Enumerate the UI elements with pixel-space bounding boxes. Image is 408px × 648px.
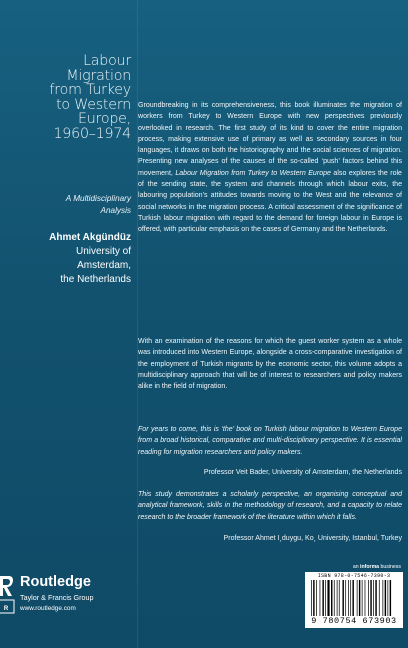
barcode-bar <box>311 580 312 616</box>
affiliation-line: Amsterdam, <box>77 260 131 271</box>
book-subtitle <box>3 193 131 217</box>
barcode-bar <box>345 580 346 616</box>
affiliation-line: the Netherlands <box>60 274 131 285</box>
barcode-bar <box>331 580 332 616</box>
publisher-website: www.routledge.com <box>20 605 76 612</box>
barcode-bar <box>325 580 326 616</box>
publisher-logo <box>0 570 127 630</box>
title-line: Migration <box>66 67 131 84</box>
isbn-label: ISBN 978-0-7546-7390-3 <box>317 573 391 579</box>
informa-brand: informa <box>360 564 380 570</box>
subtitle-line: Analysis <box>100 206 131 215</box>
barcode-bar <box>383 580 384 616</box>
affiliation-line: University of <box>75 246 131 257</box>
description-paragraph-2: With an examination of the reasons for which the guest worker system as a whole was introduced into Western Europe, alongside a cross-comparative investigation of the employment of Turkish migrants by the economic sector, this volume adopts a multidisciplinary approach that will be of interest to researchers and policy makers alike in the field of migration. <box>138 338 402 391</box>
isbn-barcode <box>305 572 403 628</box>
title-line: 1960–1974 <box>53 125 131 142</box>
author-affiliation <box>3 245 131 287</box>
review-attribution-1: Professor Veit Bader, University of Amsterdam, the Netherlands <box>203 469 402 476</box>
informa-prefix: an <box>352 564 361 570</box>
barcode-bar <box>352 580 353 616</box>
barcode-bar <box>390 580 391 616</box>
barcode-bar <box>368 580 369 616</box>
book-title <box>3 54 131 142</box>
title-line: to Western <box>56 96 131 113</box>
barcode-bar <box>327 580 329 616</box>
paragraph-text: Groundbreaking in its comprehensiveness, this book illuminates the migration of workers from Turkey to Western Europe with new perspectives previously overlooked in research. The first study of its kind to cover the entire migration process, making extensive use of primary as well as secondary sources in four languages, it draws on both the historiography and the social sciences of migration. Presenting new analyses of the causes of the so-called ‘push’ factors behind this movement, <box>138 102 402 177</box>
barcode-bar <box>339 580 340 616</box>
title-line: Europe, <box>77 111 131 128</box>
subtitle-line: A Multidisciplinary <box>65 194 131 203</box>
barcode-bar <box>388 580 389 616</box>
barcode-bar <box>350 580 351 616</box>
isbn-digits: 9 780754 673903 <box>311 616 397 626</box>
publisher-group: Taylor & Francis Group <box>20 593 94 602</box>
paragraph-text: also explores the role of the sending state, the system and channels through which labour exits, the labouring population’s attitudes towards moving to the West and the relevance of social networks in the migration process. A critical assessment of the significance of Turkish labour migration with regard to the demand for foreign labour in Europe is offered, with particular emphasis on the cases of Germany and the Netherlands. <box>138 169 402 234</box>
barcode-bar <box>313 580 314 616</box>
barcode-bar <box>357 580 358 616</box>
review-quote-1: For years to come, this is ‘the’ book on Turkish labour migration to Western Europe from a broad historical, comparative and multi-disciplinary perspective. It is essential reading for migration researchers and policy makers. <box>138 426 402 456</box>
publisher-name: Routledge <box>20 574 91 590</box>
author-name: Ahmet Akgündüz <box>49 232 131 243</box>
description-panel <box>137 0 408 648</box>
review-attribution-2: Professor Ahmet I¸duygu, Ko¸ University, Istanbul, Turkey <box>223 535 402 542</box>
barcode-bar <box>348 580 349 616</box>
barcode-bar <box>373 580 374 616</box>
barcode-bar <box>359 580 360 616</box>
paragraph-italic-title: Labour Migration from Turkey to Western Europe <box>175 169 331 177</box>
barcode-bar <box>337 580 338 616</box>
description-paragraph-1 <box>138 100 402 236</box>
barcode-bar <box>362 580 363 616</box>
barcode-bar <box>320 580 321 616</box>
barcode-bar <box>334 580 335 616</box>
barcode-bar <box>322 580 323 616</box>
title-line: from Turkey <box>49 82 131 99</box>
routledge-r-icon <box>0 574 15 614</box>
informa-business-label <box>353 564 401 570</box>
title-line: Labour <box>83 53 131 69</box>
cover-sidebar <box>0 0 137 648</box>
review-quote-2: This study demonstrates a scholarly perspective, an organising conceptual and analytical framework, skills in the methodology of research, and a capacity to relate research to the broader framework of the literature within which it falls. <box>138 491 402 521</box>
barcode-bars <box>311 580 397 616</box>
barcode-bar <box>316 580 317 616</box>
svg-text:R: R <box>3 606 9 612</box>
barcode-bar <box>342 580 343 616</box>
barcode-bar <box>370 580 371 616</box>
barcode-bar <box>365 580 366 616</box>
barcode-bar <box>379 580 380 616</box>
informa-suffix: business <box>379 564 401 570</box>
barcode-bar <box>375 580 376 616</box>
barcode-bar <box>385 580 386 616</box>
